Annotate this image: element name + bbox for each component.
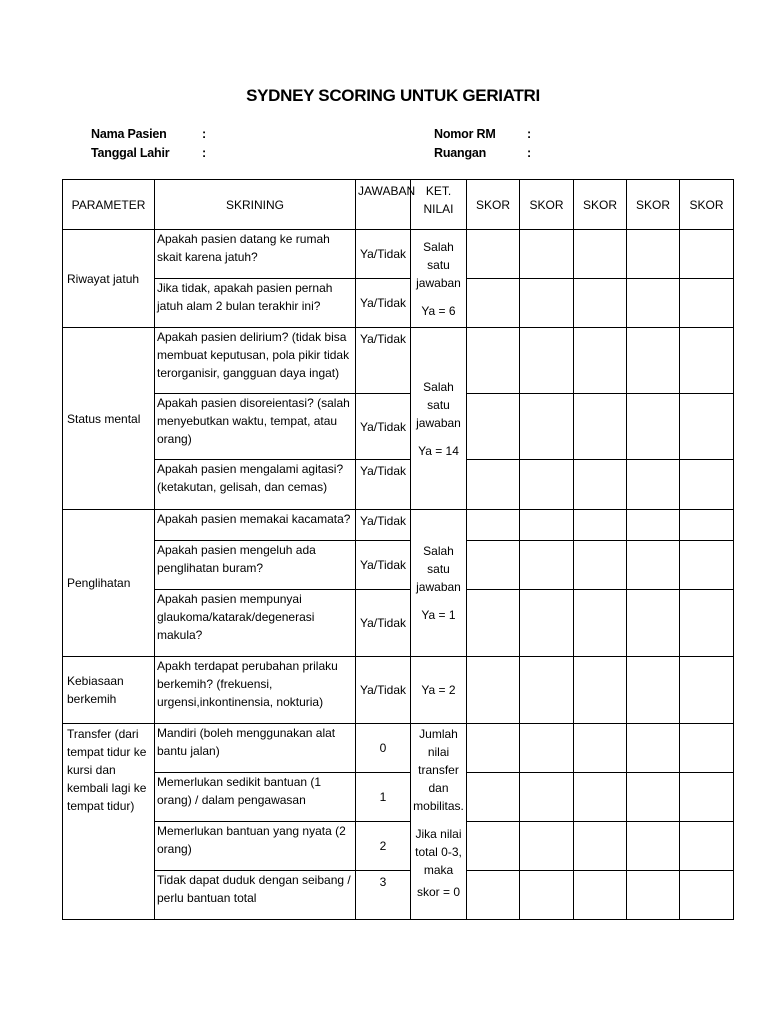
table-row (63, 510, 734, 541)
skor-cell[interactable] (467, 724, 520, 773)
skor-cell[interactable] (627, 510, 680, 541)
label-nama-pasien: Nama Pasien (91, 127, 167, 141)
skor-cell[interactable] (627, 657, 680, 724)
skor-cell[interactable] (467, 394, 520, 460)
ket-text: Salah (423, 544, 454, 558)
skor-cell[interactable] (520, 590, 574, 657)
header-skor-2: SKOR (520, 180, 574, 230)
skor-cell[interactable] (680, 328, 734, 394)
table-row (63, 773, 734, 822)
skor-cell[interactable] (627, 590, 680, 657)
question-text: Apakah pasien mengalami agitasi? (ketakutan, gelisah, dan cemas) (155, 460, 356, 510)
ket-nilai-status-mental (411, 328, 467, 510)
skor-cell[interactable] (680, 230, 734, 279)
skor-cell[interactable] (467, 590, 520, 657)
answer-cell[interactable]: Ya/Tidak (356, 541, 411, 590)
skor-cell[interactable] (520, 460, 574, 510)
skor-cell[interactable] (467, 871, 520, 920)
ket-text: Ya = 6 (421, 303, 456, 318)
answer-cell[interactable]: 0 (356, 724, 411, 773)
label-nomor-rm: Nomor RM (434, 127, 496, 141)
header-jawaban: JAWABAN (356, 180, 411, 230)
question-text: Memerlukan bantuan yang nyata (2 orang) (155, 822, 356, 871)
ket-text: jawaban (416, 580, 461, 594)
param-transfer: Transfer (dari tempat tidur ke kursi dan kembali lagi ke tempat tidur) (63, 724, 155, 920)
header-row (63, 180, 734, 230)
skor-cell[interactable] (680, 460, 734, 510)
skor-cell[interactable] (574, 328, 627, 394)
skor-cell[interactable] (680, 724, 734, 773)
param-riwayat-jatuh: Riwayat jatuh (63, 230, 155, 328)
skor-cell[interactable] (627, 871, 680, 920)
header-ket-nilai: KET. NILAI (411, 180, 467, 230)
table-row (63, 394, 734, 460)
skor-cell[interactable] (520, 510, 574, 541)
answer-cell[interactable]: 2 (356, 822, 411, 871)
skor-cell[interactable] (467, 328, 520, 394)
skor-cell[interactable] (467, 773, 520, 822)
param-kebiasaan-berkemih: Kebiasaan berkemih (63, 657, 155, 724)
question-text: Apakah pasien memakai kacamata? (155, 510, 356, 541)
question-text: Apakah pasien disoreientasi? (salah menyebutkan waktu, tempat, atau orang) (155, 394, 356, 460)
skor-cell[interactable] (574, 822, 627, 871)
skor-cell[interactable] (467, 460, 520, 510)
skor-cell[interactable] (627, 279, 680, 328)
ket-text: jawaban (416, 415, 461, 430)
ket-nilai-penglihatan (411, 510, 467, 657)
header-skor-4: SKOR (627, 180, 680, 230)
ket-text: nilai (427, 745, 450, 759)
skor-cell[interactable] (574, 460, 627, 510)
table-row (63, 230, 734, 279)
ket-text: satu (427, 397, 450, 412)
answer-cell[interactable]: 1 (356, 773, 411, 822)
answer-cell[interactable]: Ya/Tidak (356, 328, 411, 394)
form-title: SYDNEY SCORING UNTUK GERIATRI (246, 86, 540, 105)
skor-cell[interactable] (627, 724, 680, 773)
skor-cell[interactable] (467, 822, 520, 871)
patient-info-left (91, 127, 391, 167)
answer-cell[interactable]: Ya/Tidak (356, 230, 411, 279)
skor-cell[interactable] (520, 279, 574, 328)
ket-text: satu (427, 257, 450, 272)
ket-text: jawaban (416, 275, 461, 290)
answer-cell[interactable]: Ya/Tidak (356, 510, 411, 541)
skor-cell[interactable] (680, 394, 734, 460)
ket-nilai-riwayat-jatuh (411, 230, 467, 328)
skor-cell[interactable] (574, 657, 627, 724)
table-row (63, 657, 734, 724)
table-row (63, 724, 734, 773)
ket-text: maka (423, 863, 454, 877)
skor-cell[interactable] (520, 773, 574, 822)
skor-cell[interactable] (467, 230, 520, 279)
skor-cell[interactable] (574, 590, 627, 657)
skor-cell[interactable] (520, 724, 574, 773)
param-penglihatan: Penglihatan (63, 510, 155, 657)
ket-text: Jumlah (419, 727, 458, 741)
skor-cell[interactable] (680, 541, 734, 590)
ket-nilai-transfer (411, 724, 467, 920)
question-text: Tidak dapat duduk dengan seibang / perlu bantuan total (155, 871, 356, 920)
question-text: Memerlukan sedikit bantuan (1 orang) / dalam pengawasan (155, 773, 356, 822)
question-text: Mandiri (boleh menggunakan alat bantu jalan) (155, 724, 356, 773)
skor-cell[interactable] (680, 871, 734, 920)
ket-text: Salah (423, 379, 454, 394)
colon-nama-pasien: : (202, 127, 206, 141)
question-text: Apakah pasien mempunyai glaukoma/katarak/degenerasi makula? (155, 590, 356, 657)
skor-cell[interactable] (574, 510, 627, 541)
skor-cell[interactable] (574, 279, 627, 328)
skor-cell[interactable] (467, 279, 520, 328)
answer-cell[interactable]: Ya/Tidak (356, 279, 411, 328)
answer-cell[interactable]: Ya/Tidak (356, 394, 411, 460)
skor-cell[interactable] (680, 590, 734, 657)
skor-cell[interactable] (574, 871, 627, 920)
skor-cell[interactable] (627, 822, 680, 871)
ket-nilai-kebiasaan: Ya = 2 (411, 657, 467, 724)
skor-cell[interactable] (520, 871, 574, 920)
skor-cell[interactable] (467, 510, 520, 541)
skor-cell[interactable] (574, 394, 627, 460)
patient-info-right (434, 127, 634, 167)
skor-cell[interactable] (520, 822, 574, 871)
table-row (63, 279, 734, 328)
colon-tanggal-lahir: : (202, 146, 206, 160)
skor-cell[interactable] (520, 230, 574, 279)
answer-cell[interactable]: Ya/Tidak (356, 657, 411, 724)
header-skor-3: SKOR (574, 180, 627, 230)
skor-cell[interactable] (680, 657, 734, 724)
answer-cell[interactable]: Ya/Tidak (356, 460, 411, 510)
skor-cell[interactable] (680, 510, 734, 541)
ket-text: Salah (423, 239, 454, 254)
skor-cell[interactable] (520, 328, 574, 394)
skor-cell[interactable] (627, 773, 680, 822)
skor-cell[interactable] (467, 657, 520, 724)
question-text: Apakh terdapat perubahan prilaku berkemih? (frekuensi, urgensi,inkontinensia, nokturia) (155, 657, 356, 724)
param-status-mental: Status mental (63, 328, 155, 510)
colon-ruangan: : (527, 146, 531, 160)
ket-text: transfer (418, 763, 459, 777)
skor-cell[interactable] (627, 541, 680, 590)
question-text: Apakah pasien mengeluh ada penglihatan buram? (155, 541, 356, 590)
header-parameter: PARAMETER (63, 180, 155, 230)
skor-cell[interactable] (467, 541, 520, 590)
header-skrining: SKRINING (155, 180, 356, 230)
skor-cell[interactable] (574, 541, 627, 590)
header-skor-5: SKOR (680, 180, 734, 230)
question-text: Jika tidak, apakah pasien pernah jatuh alam 2 bulan terakhir ini? (155, 279, 356, 328)
ket-text: Ya = 14 (418, 443, 459, 458)
ket-text: satu (427, 562, 450, 576)
skor-cell[interactable] (627, 328, 680, 394)
sydney-scoring-table (62, 179, 734, 920)
colon-nomor-rm: : (527, 127, 531, 141)
skor-cell[interactable] (680, 773, 734, 822)
table-row (63, 541, 734, 590)
skor-cell[interactable] (574, 724, 627, 773)
skor-cell[interactable] (627, 230, 680, 279)
ket-text: total 0-3, (415, 845, 462, 859)
question-text: Apakah pasien delirium? (tidak bisa membuat keputusan, pola pikir tidak terorganisir, gangguan daya ingat) (155, 328, 356, 394)
table-row (63, 328, 734, 394)
answer-cell[interactable]: Ya/Tidak (356, 590, 411, 657)
ket-text: Jika nilai (415, 827, 462, 841)
header-skor-1: SKOR (467, 180, 520, 230)
skor-cell[interactable] (520, 394, 574, 460)
skor-cell[interactable] (627, 394, 680, 460)
skor-cell[interactable] (520, 541, 574, 590)
ket-text: dan (428, 781, 449, 795)
ket-text: skor = 0 (416, 885, 461, 899)
skor-cell[interactable] (574, 230, 627, 279)
skor-cell[interactable] (520, 657, 574, 724)
table-row (63, 822, 734, 871)
label-tanggal-lahir: Tanggal Lahir (91, 146, 170, 160)
label-ruangan: Ruangan (434, 146, 487, 160)
skor-cell[interactable] (627, 460, 680, 510)
skor-cell[interactable] (680, 822, 734, 871)
table-row (63, 871, 734, 920)
ket-text: Ya = 1 (421, 608, 456, 622)
question-text: Apakah pasien datang ke rumah skait karena jatuh? (155, 230, 356, 279)
ket-text: mobilitas. (413, 799, 464, 813)
skor-cell[interactable] (680, 279, 734, 328)
answer-cell[interactable]: 3 (356, 871, 411, 920)
skor-cell[interactable] (574, 773, 627, 822)
table-row (63, 590, 734, 657)
table-row (63, 460, 734, 510)
